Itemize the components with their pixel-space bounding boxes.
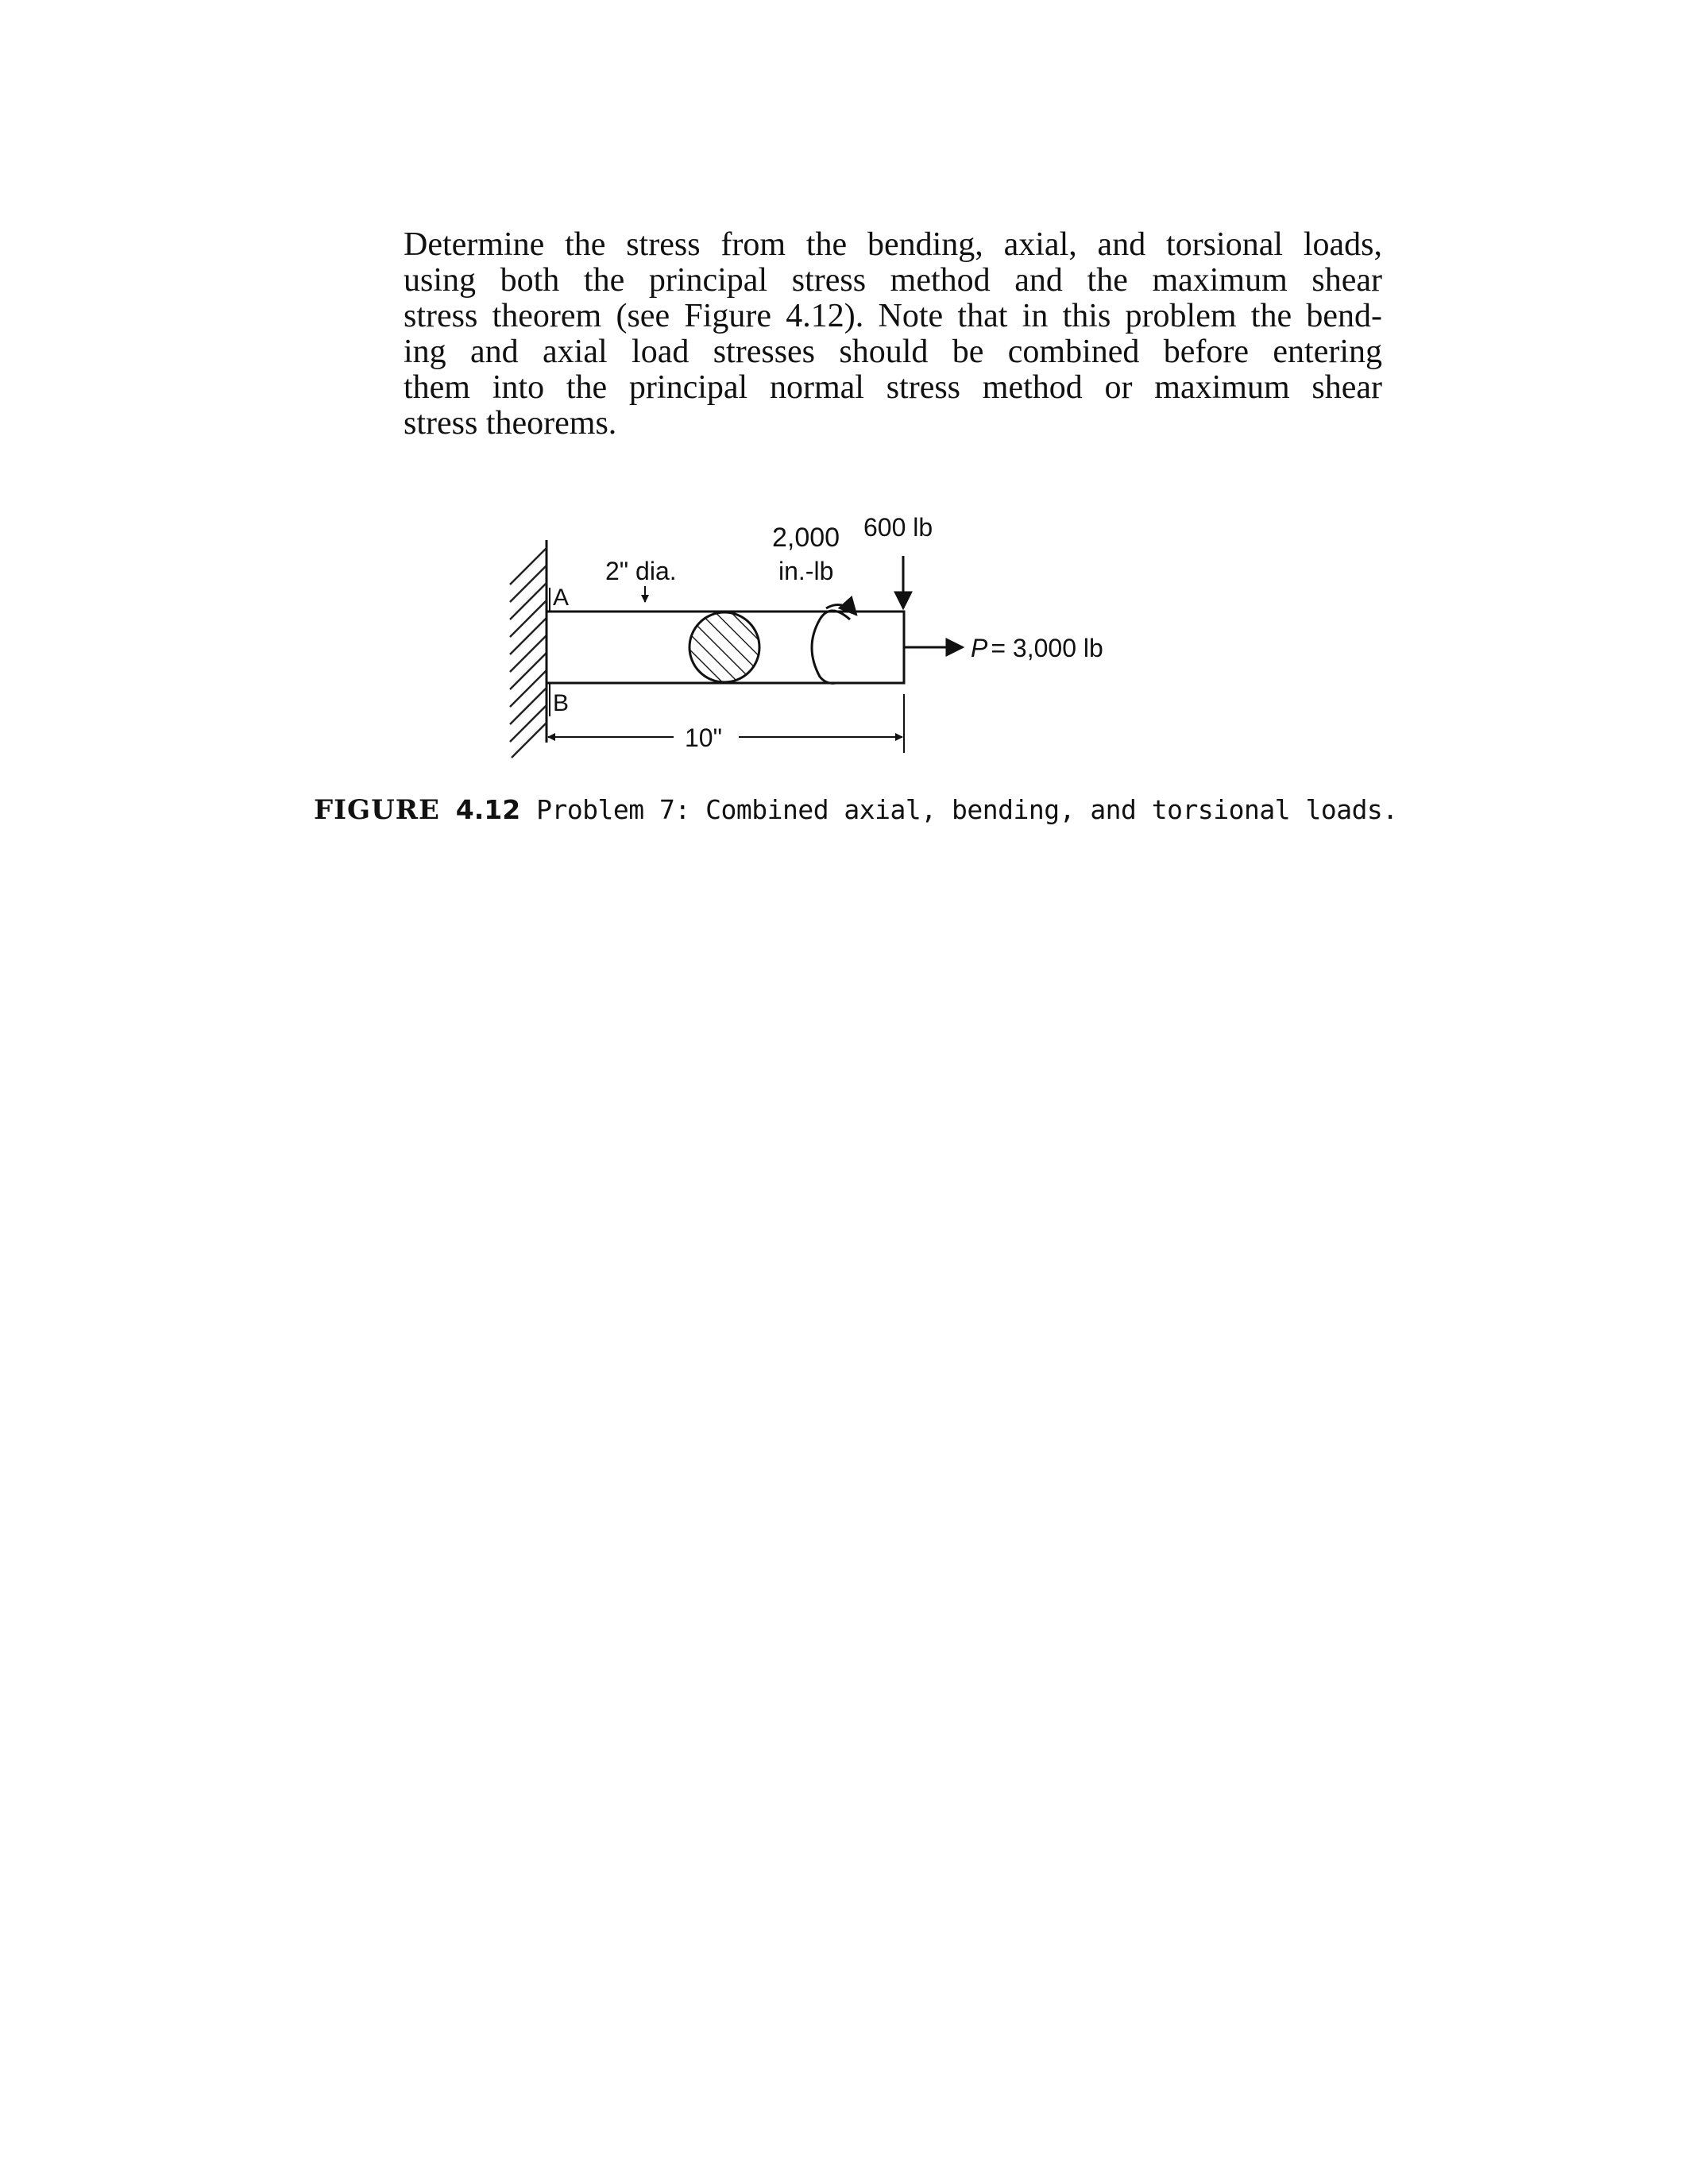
figure-svg: [477, 500, 1192, 778]
figure-caption: [314, 794, 1426, 826]
problem-line-6: stress theorems.: [404, 405, 617, 442]
problem-line-1: Determine the stress from the bending, axial, and torsional loads,: [404, 226, 1382, 263]
axial-load-label: [971, 634, 1103, 662]
problem-line-4: ing and axial load stresses should be combined before entering: [404, 334, 1382, 370]
length-label: 10": [685, 723, 722, 752]
diameter-label: 2" dia.: [605, 557, 677, 585]
problem-line-2: using both the principal stress method and the maximum shear: [404, 262, 1382, 299]
cantilever-beam-figure: [477, 500, 1192, 778]
caption-figure-number: 4.12: [455, 794, 521, 825]
problem-line-3: stress theorem (see Figure 4.12). Note that in this problem the bend-: [404, 298, 1382, 334]
axial-load-symbol: P: [971, 634, 988, 662]
torque-value-label: 2,000: [772, 523, 840, 553]
problem-line-5: them into the principal normal stress method or maximum shear: [404, 369, 1382, 406]
torque-unit-label: in.-lb: [778, 557, 834, 585]
caption-figure-label: FIGURE: [314, 794, 440, 826]
axial-load-value: = 3,000 lb: [991, 634, 1103, 662]
cross-section-icon: [689, 612, 759, 682]
vertical-load-label: 600 lb: [863, 513, 933, 542]
point-a-label: A: [553, 585, 570, 611]
caption-text: Problem 7: Combined axial, bending, and torsional loads.: [536, 794, 1398, 825]
point-b-label: B: [553, 690, 570, 716]
wall-support: [510, 540, 547, 758]
problem-statement: [404, 227, 1382, 442]
